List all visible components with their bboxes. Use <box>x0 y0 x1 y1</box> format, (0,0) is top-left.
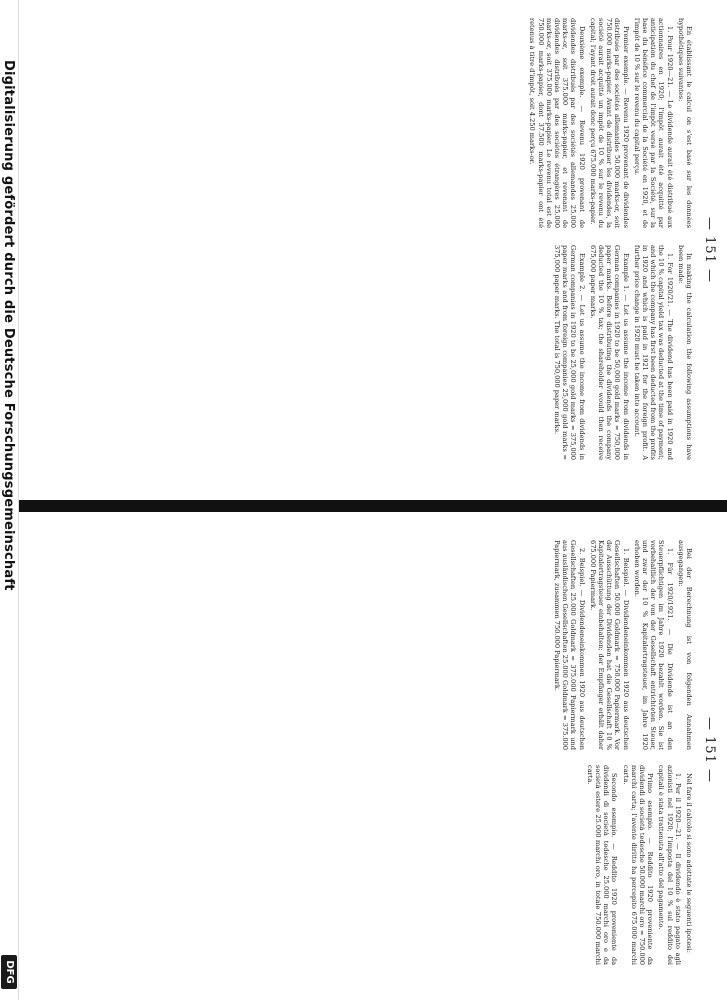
italian-paragraph: Nel fare il calcolo si sono adottate le seguenti ipotesi: <box>685 773 693 953</box>
italian-paragraph: 1. Per il 1920—21. — Il dividendo è stato pagato agli azionisti nel 1920; l'imposta del 10 % sul reddito dei capitali è stata trattenuta all'atto del pagamento. <box>657 765 682 965</box>
german-paragraph: 1. Beispiel. — Dividendeneinkommen 1920 aus deutschen Gesellschaften 50.000 Goldmark = 750.000 Papiermark. Vor der Ausschüttung der Dividenden hat die Gesellschaft 10 % Kapitalertragsteuer einbehalten; der Empfänger erhält daher 675.000 Papiermark. <box>588 540 630 750</box>
digitization-credit: Digitalisierung gefördert durch die Deutsche Forschungsgemeinschaft <box>1 60 16 591</box>
french-column <box>525 18 693 228</box>
german-column <box>550 540 693 750</box>
french-paragraph: Premier exemple. — Revenu 1920 provenant de dividendes distribués par des sociétés allemandes 50.000 marks-or, soit 750.000 marks-papier. Avant de distribuer les dividendes, la société aurait acquitté un impôt de 10 % sur le revenu du capital; l'ayant droit aurait donc perçu 675.000 marks-papier. <box>588 18 630 228</box>
french-paragraph: 1. Pour 1920—21. — Le dividende aurait été distribué aux actionnaires en 1920; l'impôt aurait été acquitté par anticipation du chef de l'impôt versé par la Société, sur la base du bénéfice commercial de la Société en 1920, et de l'impôt de 10 % sur le revenu du capital perçu. <box>632 18 674 228</box>
italian-column <box>583 765 693 965</box>
book-gutter-divider <box>0 500 727 512</box>
page-number-header-2: — 151 — <box>702 716 717 784</box>
digitization-footer <box>0 0 19 1000</box>
english-paragraph: Example 2. — Let us assume the income from dividends in German companies in 1920 to be 25,000 gold marks = 375,000 paper marks and from foreign companies 25,000 gold marks = 375,000 paper marks. The total is 750,000 paper marks. <box>552 245 586 460</box>
italian-paragraph: Primo esempio. — Reddito 1920 proveniente da dividendi di società tedesche 50.000 marchi oro = 750.000 marchi carta; l'avente diritto ha percepito 675.000 marchi carta. <box>621 765 655 965</box>
page-right-half <box>0 500 727 1000</box>
german-paragraph: 1. Für 1920/1921. — Die Dividende ist an den Steuerpflichtigen im Jahre 1920 bezahlt worden. Sie ist vorbehaltlich der von der Gesellschaft entrichteten Steuer, und zwar der 10 % Kapitalertragsteuer, im Jahre 1920 erhoben worden. <box>632 540 674 750</box>
german-paragraph: 2. Beispiel. — Dividendeneinkommen 1920 aus deutschen Gesellschaften 25.000 Goldmark = 375.000 Papiermark und aus ausländischen Gesellschaften 25.000 Goldmark = 375.000 Papiermark, zusammen 750.000 Papiermark. <box>552 540 586 750</box>
page-number-header: — 151 — <box>702 216 717 284</box>
dfg-logo-icon: DFG <box>1 955 17 989</box>
french-paragraph: En établissant le calcul on s'est basé sur les données hypothétiques suivantes: <box>676 18 693 228</box>
english-paragraph: 1. For 1920/21. — The dividend has been paid in 1920 and the 10 % capital yield tax was deducted at the time of payment; and which the company has first been deducted from the profits in 1920 and which is paid in 1921 for the foreign profit. A further price change in 1920 must be taken into account. <box>632 245 674 460</box>
english-paragraph: In making the calculation the following assumptions have been made: <box>676 245 693 460</box>
italian-paragraph: Secondo esempio. — Reddito 1920 proveniente da dividendi di società tedesche 25.000 marchi oro e da società estere 25.000 marchi oro, in totale 750.000 marchi carta. <box>585 765 619 965</box>
english-paragraph: Example 1. — Let us assume the income from dividends in German companies in 1920 to be 50,000 gold marks = 750,000 paper marks. Before distributing the dividends the company deducted the 10 % tax; the shareholder would then receive 675,000 paper marks. <box>588 245 630 460</box>
french-paragraph: Deuxième exemple. — Revenu 1920 provenant de dividendes distribués par des sociétés allemandes 25.000 marks-or, soit 375.000 marks-papier, et revenant de dividendes distribués par des sociétés étrangères 25.000 marks-or, soit 375.000 marks-papier. Le revenu total est de 750.000 marks-papier, dont 37.500 marks-papier ont été retenus à titre d'impôt, soit 4.250 marks-or. <box>528 18 586 228</box>
english-column <box>550 245 693 460</box>
german-paragraph: Bei der Berechnung ist von folgenden Annahmen ausgegangen: <box>676 540 693 750</box>
